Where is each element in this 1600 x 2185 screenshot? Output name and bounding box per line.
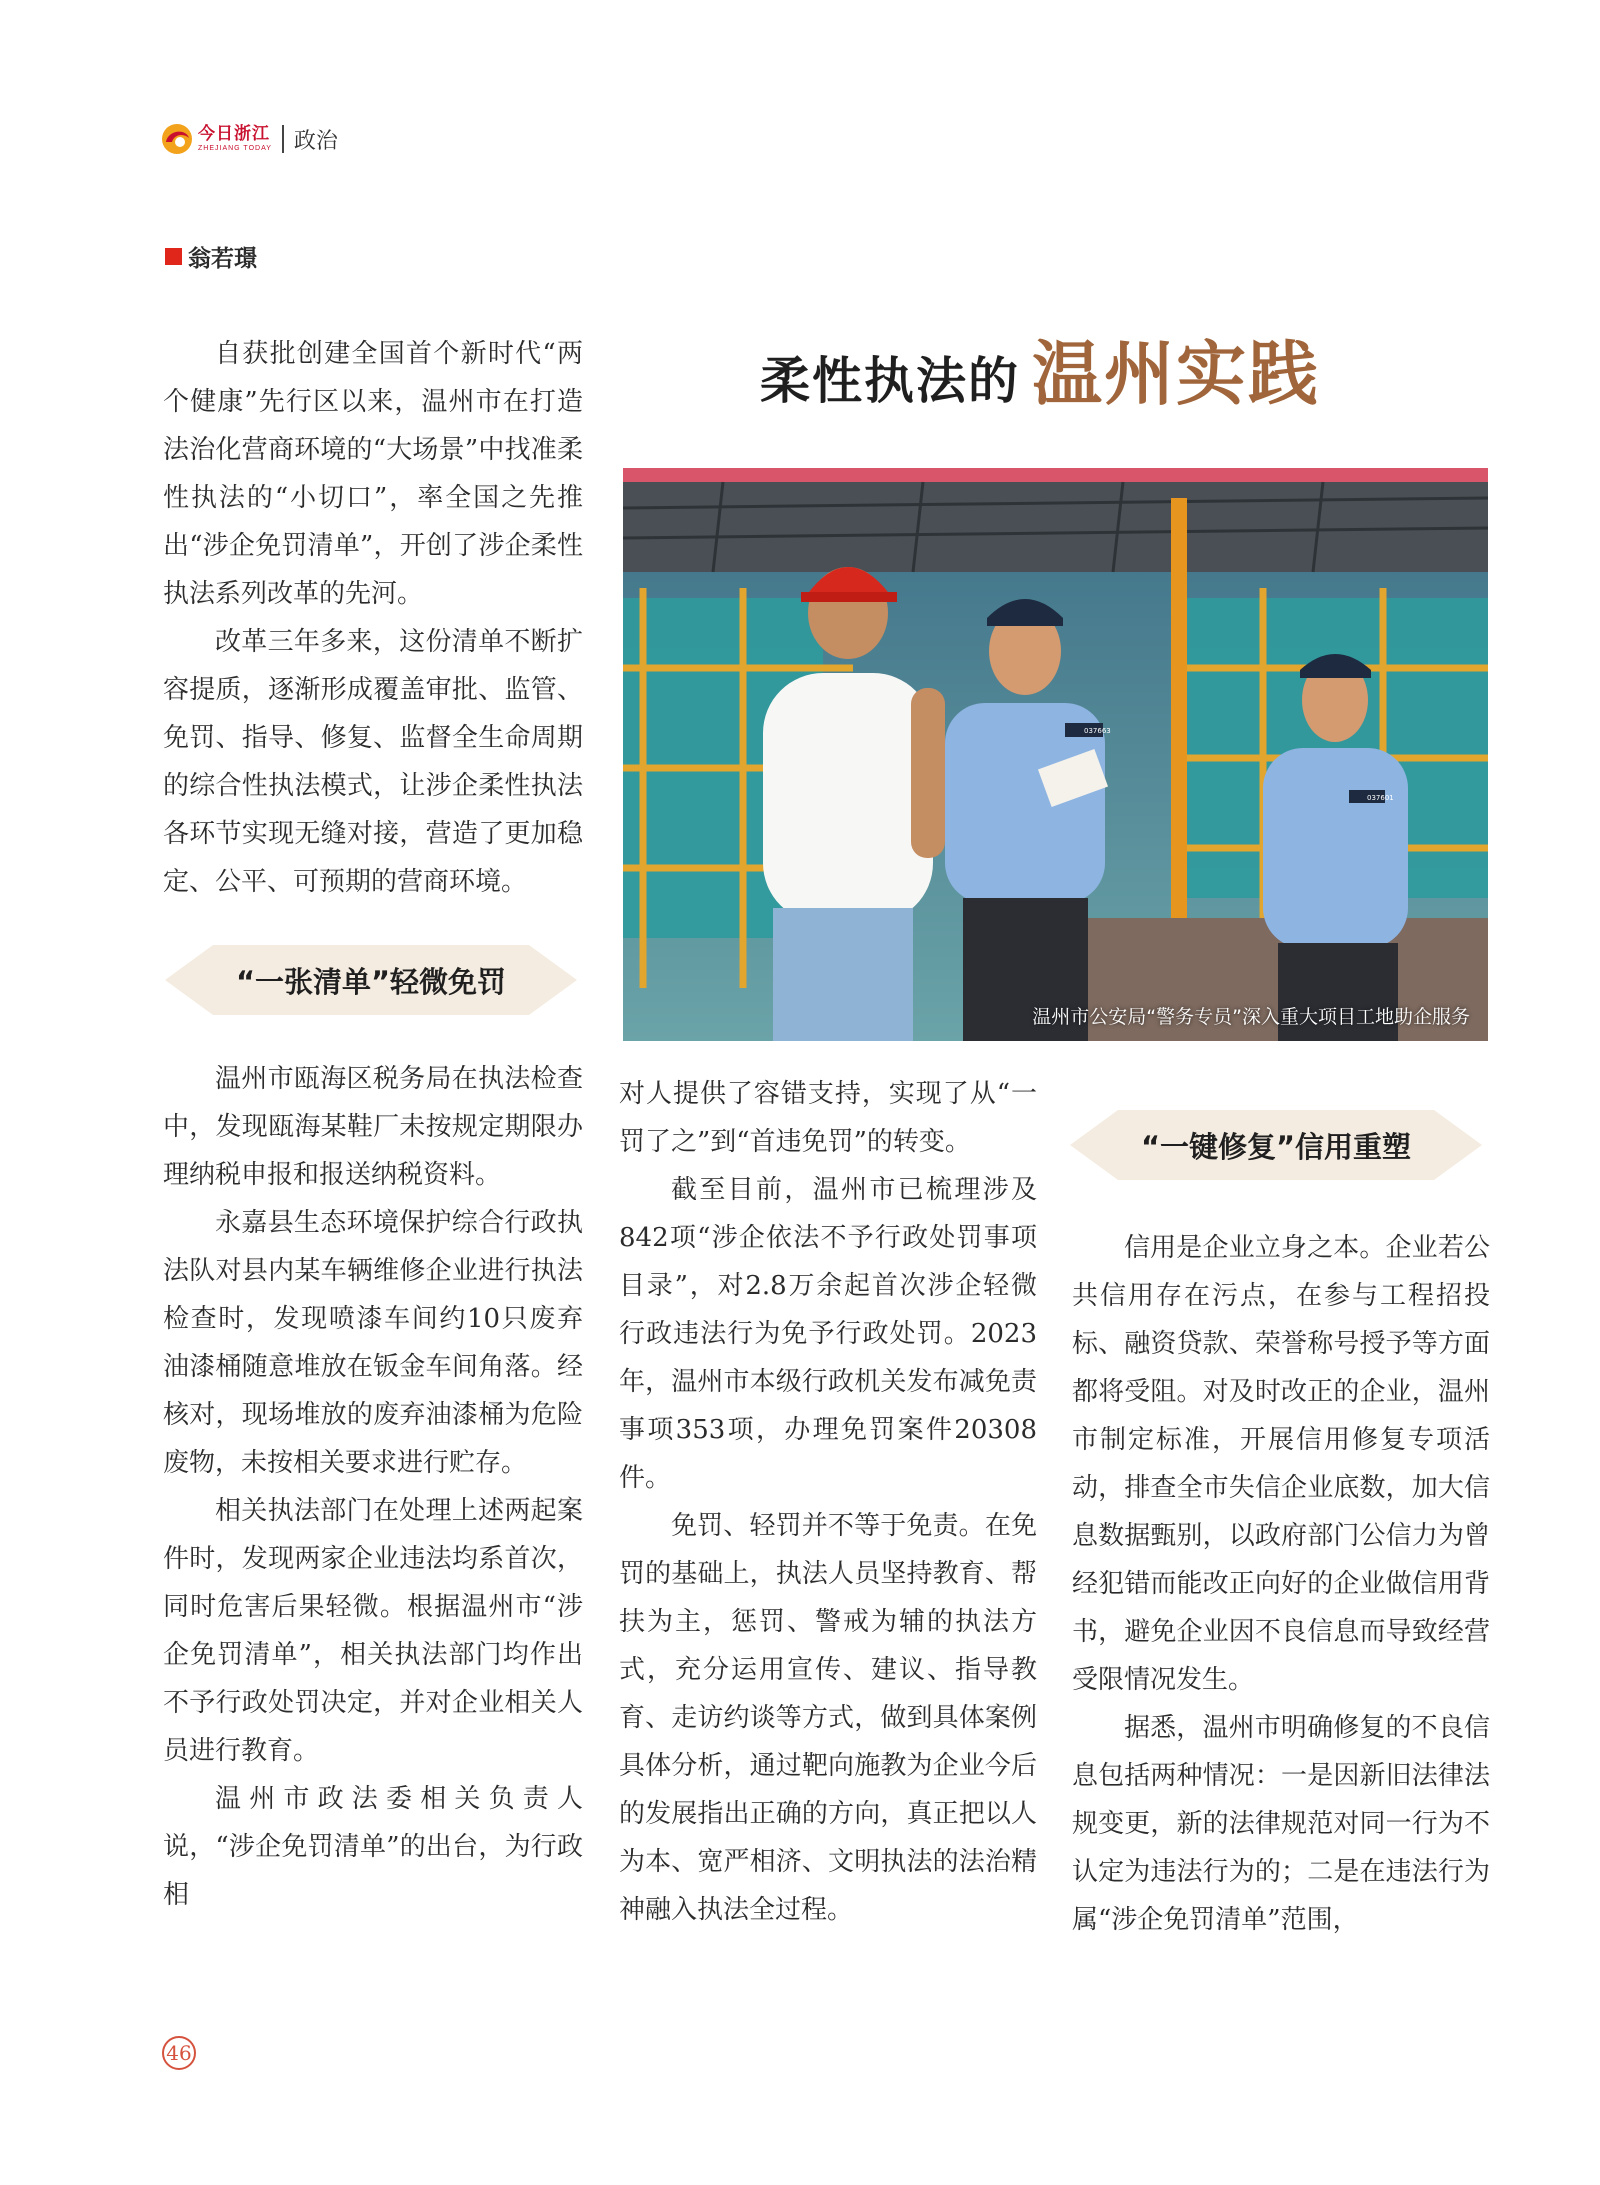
section-heading-1 [165, 945, 577, 1015]
masthead [160, 122, 338, 156]
page-number: 46 [162, 2036, 196, 2070]
section-heading-2 [1070, 1110, 1482, 1180]
title-part2: 温州实践 [1032, 332, 1320, 415]
section-heading-1-text: “一张清单”轻微免罚 [235, 964, 507, 999]
logo-swirl-icon [160, 122, 194, 156]
column-2-text [619, 1070, 1037, 1934]
title-part1: 柔性执法的 [760, 351, 1020, 410]
author-marker-icon [165, 248, 182, 265]
paragraph: 免罚、轻罚并不等于免责。在免罚的基础上，执法人员坚持教育、帮扶为主，惩罚、警戒为辅的执法方式，充分运用宣传、建议、指导教育、走访约谈等方式，做到具体案例具体分析，通过靶向施教为企业今后的发展指出正确的方向，真正把以人为本、宽严相济、文明执法的法治精神融入执法全过程。 [619, 1511, 1037, 1925]
paragraph: 相关执法部门在处理上述两起案件时，发现两家企业违法均系首次，同时危害后果轻微。根据温州市“涉企免罚清单”，相关执法部门均作出不予行政处罚决定，并对企业相关人员进行教育。 [163, 1496, 583, 1766]
intro-text [163, 330, 583, 906]
logo-text-cn: 今日浙江 [198, 124, 270, 144]
paragraph: 截至目前，温州市已梳理涉及842项“涉企依法不予行政处罚事项目录”，对2.8万余起首次涉企轻微行政违法行为免予行政处罚。2023年，温州市本级行政机关发布减免责事项353项，办理免罚案件20308件。 [619, 1175, 1037, 1493]
author-name: 翁若璟 [188, 246, 257, 272]
publication-logo [160, 122, 272, 156]
column-3-text [1072, 1224, 1490, 1944]
section-heading-2-text: “一键修复”信用重塑 [1140, 1129, 1412, 1164]
paragraph: 改革三年多来，这份清单不断扩容提质，逐渐形成覆盖审批、监管、免罚、指导、修复、监督全生命周期的综合性执法模式，让涉企柔性执法各环节实现无缝对接，营造了更加稳定、公平、可预期的营商环境。 [163, 627, 583, 897]
paragraph: 温州市瓯海区税务局在执法检查中，发现瓯海某鞋厂未按规定期限办理纳税申报和报送纳税资料。 [163, 1064, 583, 1190]
paragraph: 据悉，温州市明确修复的不良信息包括两种情况：一是因新旧法律法规变更，新的法律规范对同一行为不认定为违法行为的；二是在违法行为属“涉企免罚清单”范围， [1072, 1713, 1490, 1935]
photo-caption: 温州市公安局“警务专员”深入重大项目工地助企服务 [1032, 1006, 1470, 1028]
paragraph-continued: 对人提供了容错支持，实现了从“一罚了之”到“首违免罚”的转变。 [619, 1079, 1037, 1157]
paragraph: 自获批创建全国首个新时代“两个健康”先行区以来，温州市在打造法治化营商环境的“大场景”中找准柔性执法的“小切口”，率全国之先推出“涉企免罚清单”，开创了涉企柔性执法系列改革的先河。 [163, 339, 583, 609]
author-byline [165, 240, 257, 273]
logo-text-en: ZHEJIANG TODAY [198, 145, 272, 152]
paragraph: 温州市政法委相关负责人说，“涉企免罚清单”的出台，为行政相 [163, 1784, 583, 1910]
paragraph: 信用是企业立身之本。企业若公共信用存在污点，在参与工程招投标、融资贷款、荣誉称号授予等方面都将受阻。对及时改正的企业，温州市制定标准，开展信用修复专项活动，排查全市失信企业底数，加大信息数据甄别，以政府部门公信力为曾经犯错而能改正向好的企业做信用背书，避免企业因不良信息而导致经营受限情况发生。 [1072, 1233, 1490, 1695]
article-photo [623, 468, 1488, 1041]
paragraph: 永嘉县生态环境保护综合行政执法队对县内某车辆维修企业进行执法检查时，发现喷漆车间约10只废弃油漆桶随意堆放在钣金车间角落。经核对，现场堆放的废弃油漆桶为危险废物，未按相关要求进行贮存。 [163, 1208, 583, 1478]
masthead-divider [282, 125, 284, 153]
article-title [760, 318, 1360, 415]
column-1-text [163, 1055, 583, 1919]
section-name: 政治 [293, 128, 338, 154]
photo-illustration [623, 468, 1488, 1041]
officer-badge-left: 037663 [1084, 727, 1111, 735]
officer-badge-right: 037601 [1367, 794, 1394, 802]
